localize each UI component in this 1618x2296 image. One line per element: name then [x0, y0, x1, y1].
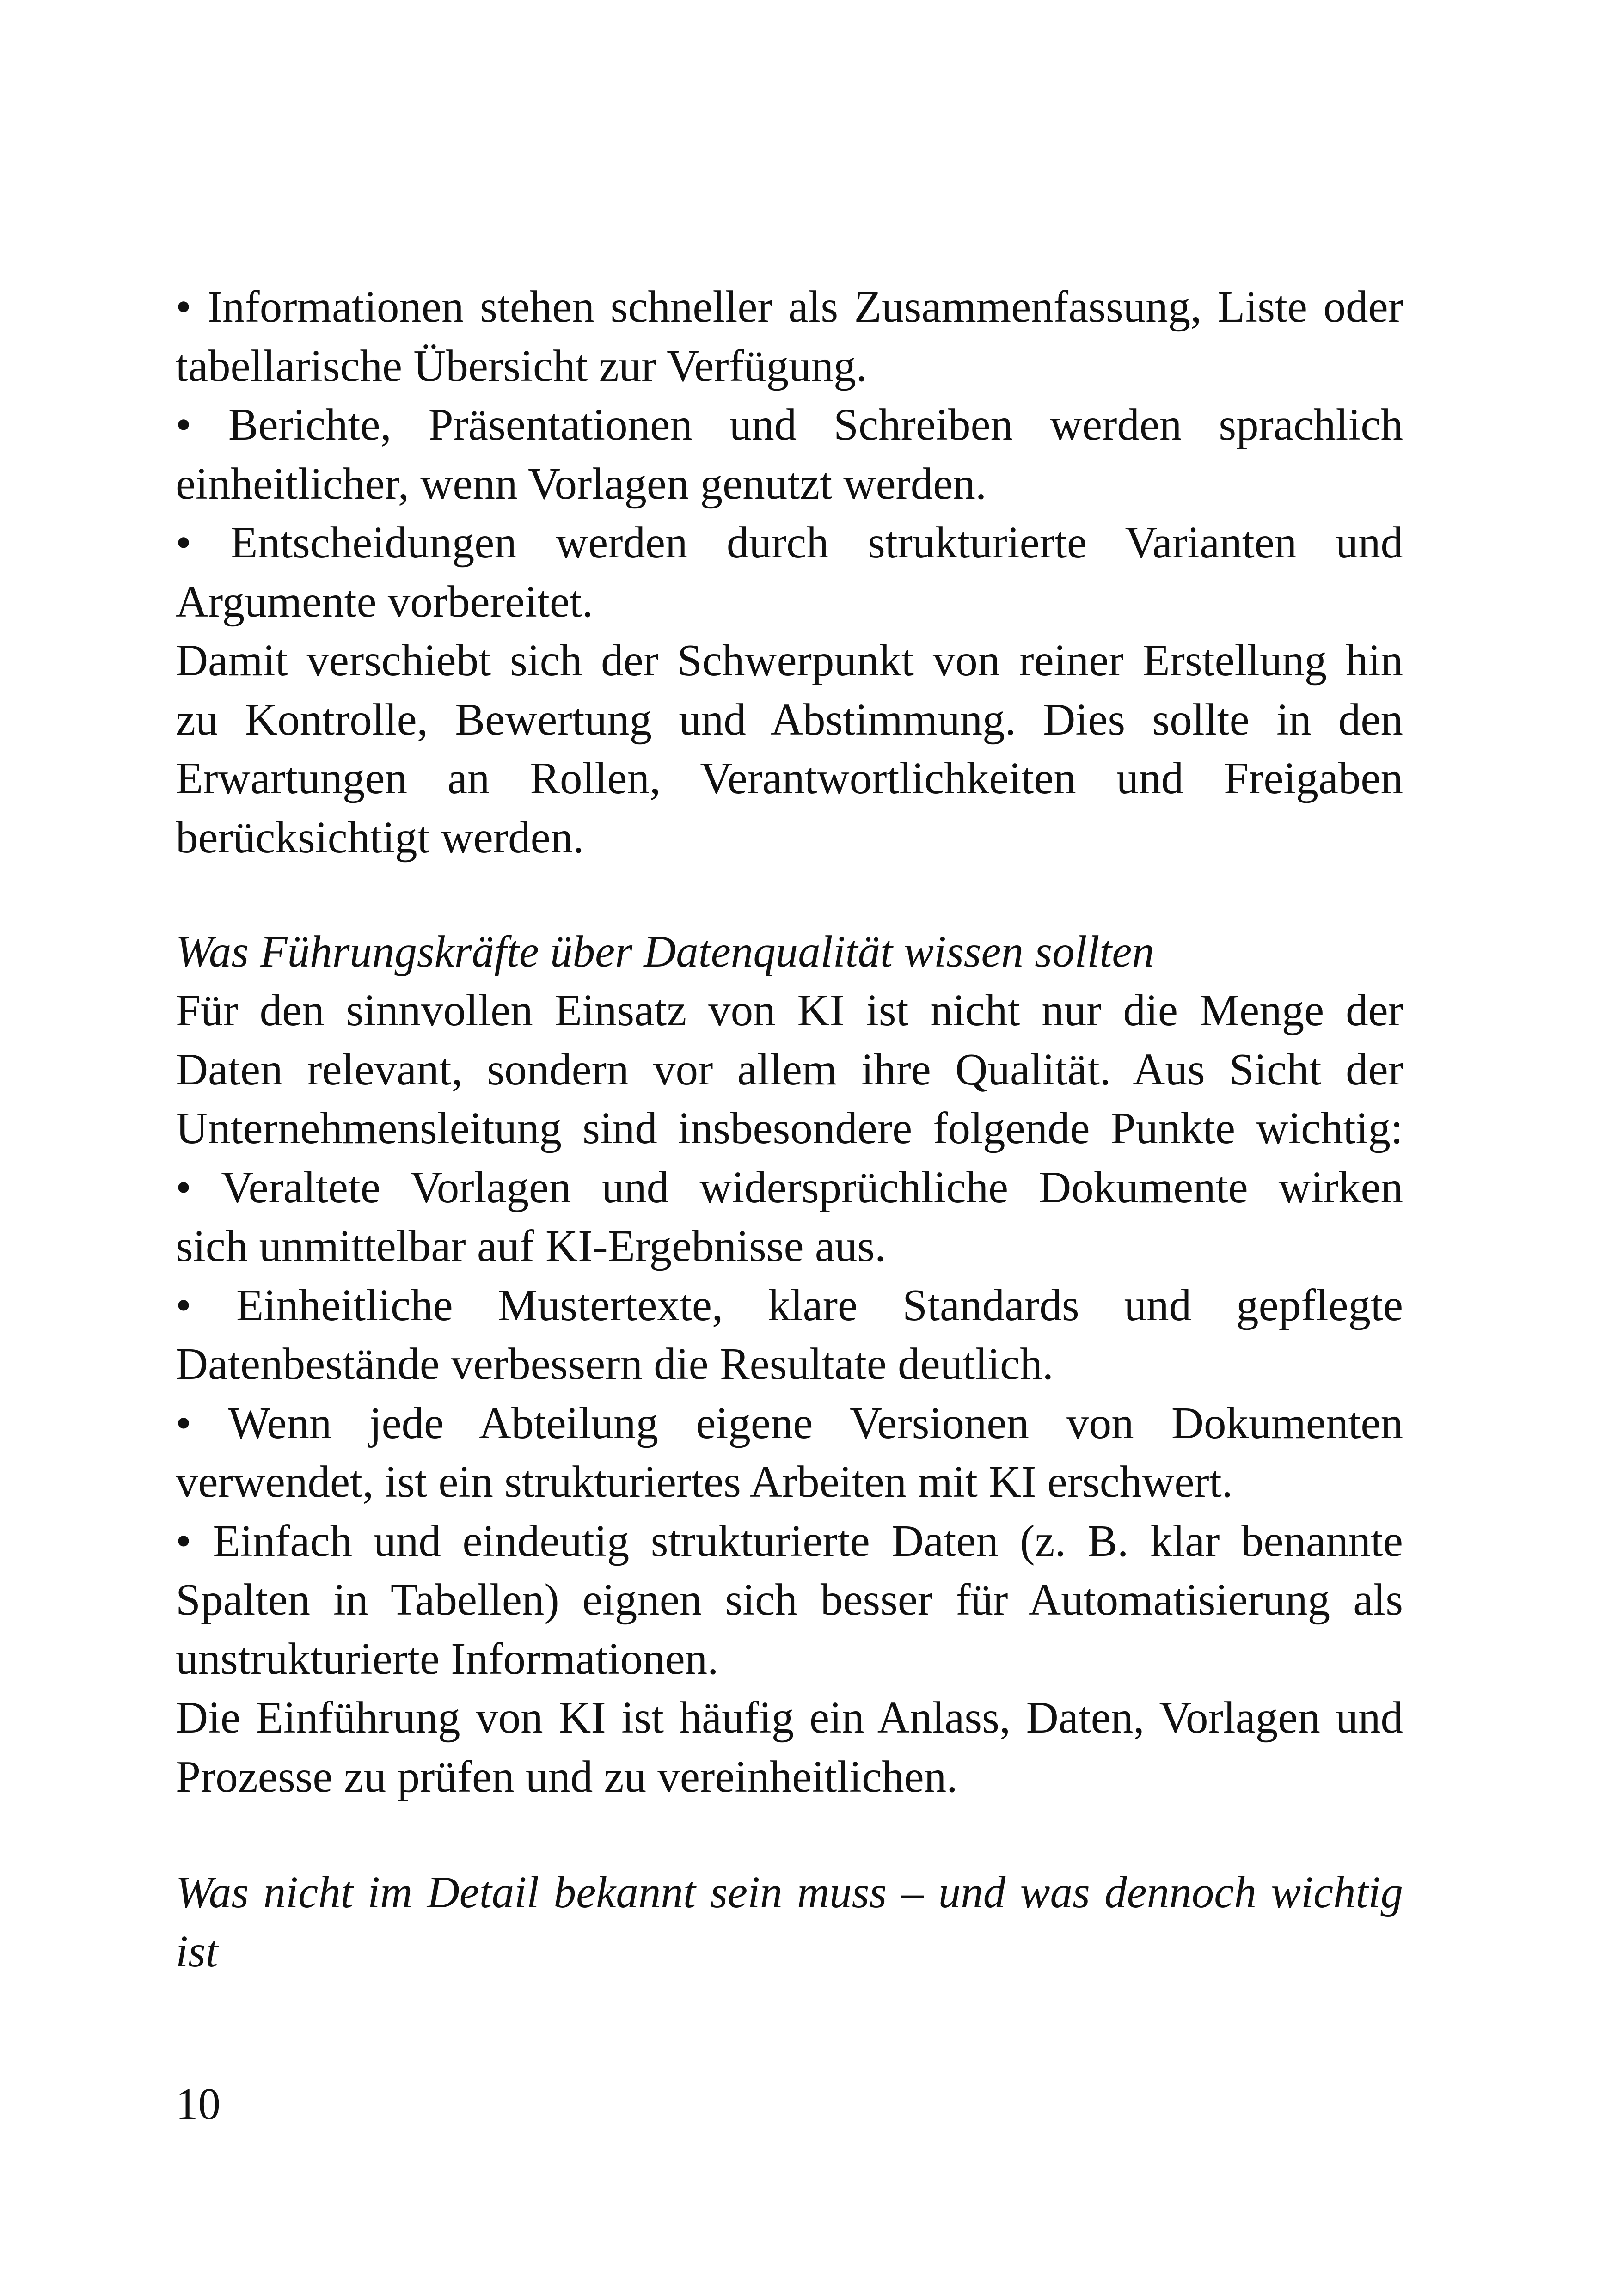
- section-heading-1: [176, 922, 1403, 981]
- paragraph-line: zu Kontrolle, Bewertung und Abstimmung. Dies sollte in den: [176, 694, 1403, 744]
- text-line: sich unmittelbar auf KI-Ergebnisse aus.: [176, 1221, 886, 1271]
- paragraph-line: Unternehmensleitung sind insbesondere folgende Punkte wichtig:: [176, 1103, 1403, 1153]
- bullet-line: • Informationen stehen schneller als Zusammenfassung, Liste oder: [176, 282, 1403, 331]
- paragraph-line: Für den sinnvollen Einsatz von KI ist nicht nur die Menge der: [176, 986, 1403, 1035]
- text-line: unstrukturierte Informationen.: [176, 1634, 719, 1684]
- paragraph-line: Erwartungen an Rollen, Verantwortlichkeiten und Freigaben: [176, 753, 1403, 803]
- page-number: 10: [176, 2079, 221, 2129]
- body-text-block-1: [176, 277, 1403, 867]
- section-heading-text: Was nicht im Detail bekannt sein muss – und was dennoch wichtig: [176, 1867, 1403, 1917]
- text-line: verwendet, ist ein strukturiertes Arbeiten mit KI erschwert.: [176, 1457, 1233, 1506]
- section-heading-text: Was Führungskräfte über Datenqualität wissen sollten: [176, 927, 1154, 976]
- bullet-line: • Berichte, Präsentationen und Schreiben werden sprachlich: [176, 400, 1403, 449]
- bullet-line: • Entscheidungen werden durch strukturierte Varianten und: [176, 518, 1403, 567]
- paragraph-line: Damit verschiebt sich der Schwerpunkt von reiner Erstellung hin: [176, 636, 1403, 685]
- paragraph-line: Daten relevant, sondern vor allem ihre Qualität. Aus Sicht der: [176, 1044, 1403, 1094]
- text-line: tabellarische Übersicht zur Verfügung.: [176, 341, 867, 391]
- text-line: Spalten in Tabellen) eignen sich besser für Automatisierung als: [176, 1575, 1403, 1624]
- text-line: Datenbestände verbessern die Resultate deutlich.: [176, 1339, 1054, 1389]
- text-line: einheitlicher, wenn Vorlagen genutzt werden.: [176, 459, 987, 508]
- paragraph-line: Die Einführung von KI ist häufig ein Anlass, Daten, Vorlagen und: [176, 1693, 1403, 1742]
- section-heading-text: ist: [176, 1926, 218, 1976]
- paragraph-line: Prozesse zu prüfen und zu vereinheitlichen.: [176, 1751, 958, 1801]
- text-line: Argumente vorbereitet.: [176, 576, 594, 626]
- bullet-line: • Wenn jede Abteilung eigene Versionen von Dokumenten: [176, 1398, 1403, 1448]
- bullet-line: • Einfach und eindeutig strukturierte Daten (z. B. klar benannte: [176, 1516, 1403, 1566]
- bullet-line: • Veraltete Vorlagen und widersprüchliche Dokumente wirken: [176, 1162, 1403, 1212]
- body-text-block-2: [176, 981, 1403, 1806]
- section-heading-2: [176, 1863, 1403, 1981]
- paragraph-line: berücksichtigt werden.: [176, 812, 584, 862]
- bullet-line: • Einheitliche Mustertexte, klare Standards und gepflegte: [176, 1280, 1403, 1330]
